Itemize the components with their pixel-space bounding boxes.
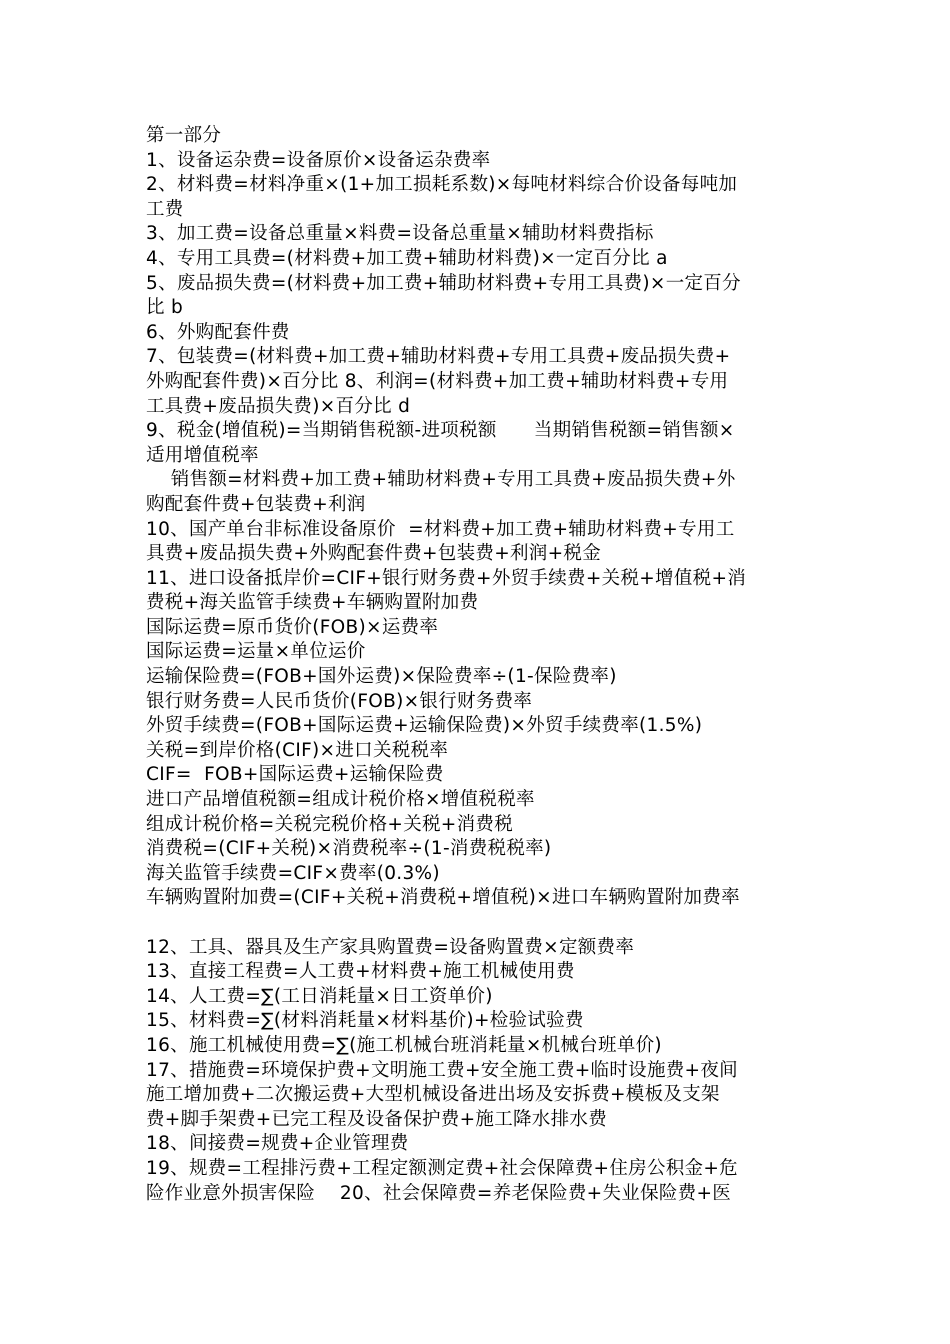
text-line: 16、施工机械使用费=∑(施工机械台班消耗量×机械台班单价)	[146, 1034, 662, 1056]
text-line: 费税+海关监管手续费+车辆购置附加费	[146, 592, 479, 614]
text-line: 消费税=(CIF+关税)×消费税率÷(1-消费税税率)	[146, 838, 552, 860]
text-line: 关税=到岸价格(CIF)×进口关税税率	[146, 739, 449, 761]
text-line: 14、人工费=∑(工日消耗量×日工资单价)	[146, 985, 493, 1007]
text-line: 具费+废品损失费+外购配套件费+包装费+利润+税金	[146, 543, 602, 565]
text-line: 18、间接费=规费+企业管理费	[146, 1133, 409, 1155]
text-line: 运输保险费=(FOB+国外运费)×保险费率÷(1-保险费率)	[146, 666, 617, 688]
text-line: 国际运费=原币货价(FOB)×运费率	[146, 616, 439, 638]
text-line: 3、加工费=设备总重量×料费=设备总重量×辅助材料费指标	[146, 223, 654, 245]
text-line: 工费	[146, 198, 184, 220]
text-line: 11、进口设备抵岸价=CIF+银行财务费+外贸手续费+关税+增值税+消	[146, 567, 747, 589]
text-line: 费+脚手架费+已完工程及设备保护费+施工降水排水费	[146, 1108, 608, 1130]
text-line: 销售额=材料费+加工费+辅助材料费+专用工具费+废品损失费+外	[146, 469, 736, 491]
text-line: 外贸手续费=(FOB+国际运费+运输保险费)×外贸手续费率(1.5%)	[146, 715, 703, 737]
text-line: 车辆购置附加费=(CIF+关税+消费税+增值税)×进口车辆购置附加费率	[146, 887, 740, 909]
text-line: 购配套件费+包装费+利润	[146, 493, 366, 515]
text-line: 17、措施费=环境保护费+文明施工费+安全施工费+临时设施费+夜间	[146, 1059, 738, 1081]
text-line: CIF= FOB+国际运费+运输保险费	[146, 764, 444, 786]
text-line: 4、专用工具费=(材料费+加工费+辅助材料费)×一定百分比 a	[146, 247, 668, 269]
text-line: 第一部分	[146, 125, 222, 146]
text-line: 外购配套件费)×百分比 8、利润=(材料费+加工费+辅助材料费+专用	[146, 370, 729, 392]
text-line: 5、废品损失费=(材料费+加工费+辅助材料费+专用工具费)×一定百分	[146, 272, 741, 294]
text-line: 银行财务费=人民币货价(FOB)×银行财务费率	[146, 690, 533, 712]
text-line: 1、设备运杂费=设备原价×设备运杂费率	[146, 149, 491, 171]
text-line: 适用增值税率	[146, 444, 259, 466]
text-line: 9、税金(增值税)=当期销售税额-进项税额 当期销售税额=销售额×	[146, 420, 735, 442]
text-line: 施工增加费+二次搬运费+大型机械设备进出场及安拆费+模板及支架	[146, 1084, 720, 1106]
text-line: 12、工具、器具及生产家具购置费=设备购置费×定额费率	[146, 936, 635, 958]
text-line: 19、规费=工程排污费+工程定额测定费+社会保障费+住房公积金+危	[146, 1157, 738, 1179]
document-body	[146, 124, 810, 1206]
text-line: 国际运费=运量×单位运价	[146, 641, 366, 663]
text-line: 10、国产单台非标准设备原价 =材料费+加工费+辅助材料费+专用工	[146, 518, 735, 540]
text-line: 6、外购配套件费	[146, 321, 290, 343]
text-line: 2、材料费=材料净重×(1+加工损耗系数)×每吨材料综合价设备每吨加	[146, 174, 738, 196]
text-line: 组成计税价格=关税完税价格+关税+消费税	[146, 813, 514, 835]
text-line	[146, 911, 810, 936]
text-line: 海关监管手续费=CIF×费率(0.3%)	[146, 862, 440, 884]
text-line: 险作业意外损害保险 20、社会保障费=养老保险费+失业保险费+医	[146, 1182, 732, 1204]
text-line: 比 b	[146, 297, 184, 319]
text-line: 13、直接工程费=人工费+材料费+施工机械使用费	[146, 961, 575, 983]
text-line: 15、材料费=∑(材料消耗量×材料基价)+检验试验费	[146, 1010, 584, 1032]
text-line: 工具费+废品损失费)×百分比 d	[146, 395, 411, 417]
text-line: 进口产品增值税额=组成计税价格×增值税税率	[146, 789, 535, 811]
text-line: 7、包装费=(材料费+加工费+辅助材料费+专用工具费+废品损失费+	[146, 346, 731, 368]
